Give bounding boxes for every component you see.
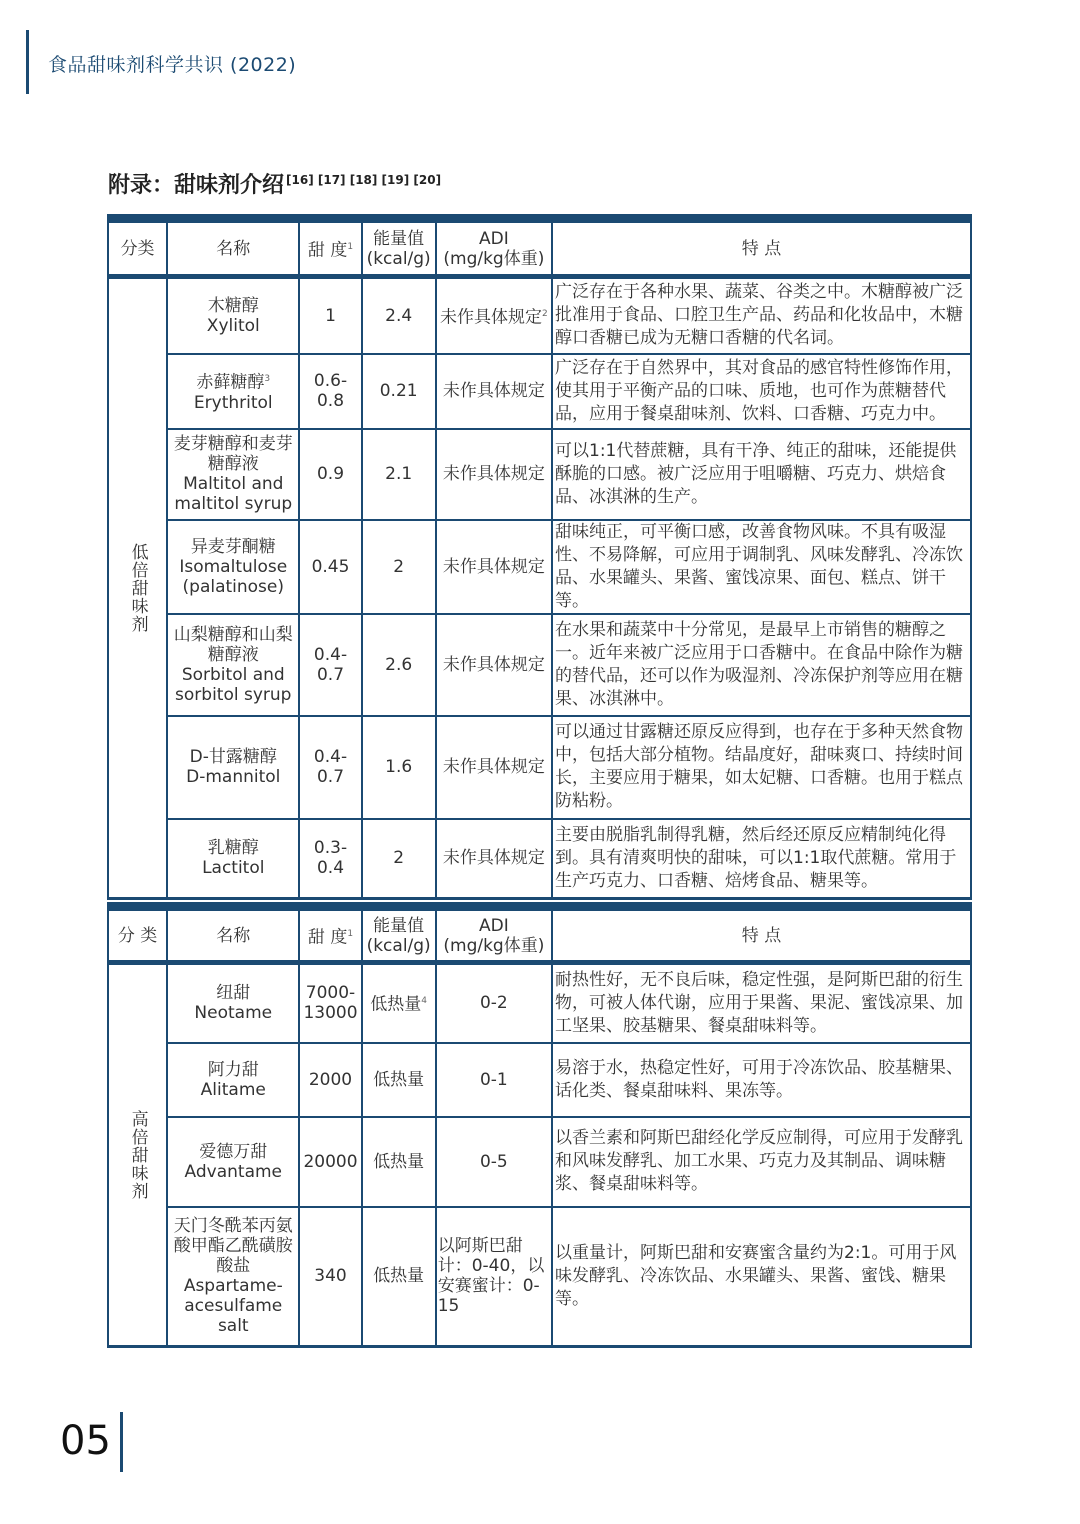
sweetness-cell: 0.9: [299, 429, 361, 520]
adi-cell: 未作具体规定: [436, 716, 552, 819]
category-cell: 高倍甜味剂: [108, 963, 167, 1347]
table-header-row: [108, 219, 971, 277]
table-row: [108, 1117, 971, 1207]
table-row: [108, 429, 971, 520]
name-cell: 天门冬酰苯丙氨酸甲酯乙酰磺胺酸盐 Aspartame-acesulfame salt: [167, 1207, 299, 1347]
features-cell: 主要由脱脂乳制得乳糖，然后经还原反应精制纯化得到。具有清爽明快的甜味，可以1:1取代蔗糖。常用于生产巧克力、口香糖、焙烤食品、糖果等。: [552, 819, 971, 899]
document-header-title: 食品甜味剂科学共识 (2022): [48, 54, 297, 76]
features-cell: 在水果和蔬菜中十分常见，是最早上市销售的糖醇之一。近年来被广泛应用于口香糖中。在食品中除作为糖的替代品，还可以作为吸湿剂、冷冻保护剂等应用在糖果、冰淇淋中。: [552, 614, 971, 716]
col-energy: 能量值 (kcal/g): [362, 219, 436, 277]
section-title-text: 附录：甜味剂介绍: [108, 173, 285, 198]
features-cell: 以香兰素和阿斯巴甜经化学反应制得，可应用于发酵乳和风味发酵乳、加工水果、巧克力及其制品、调味糖浆、餐桌甜味料等。: [552, 1117, 971, 1207]
sweetness-cell: 1: [299, 277, 361, 354]
name-cell: 木糖醇 Xylitol: [167, 277, 299, 354]
name-cell: 纽甜 Neotame: [167, 963, 299, 1043]
features-cell: 甜味纯正，可平衡口感，改善食物风味。不具有吸湿性、不易降解，可应用于调制乳、风味发酵乳、冷冻饮品、水果罐头、果酱、蜜饯凉果、面包、糕点、饼干等。: [552, 520, 971, 614]
adi-cell: 0-1: [436, 1043, 552, 1117]
high-sweetener-table: [107, 902, 972, 1348]
features-cell: 广泛存在于自然界中，其对食品的感官特性修饰作用，使其用于平衡产品的口味、质地，也可作为蔗糖替代品，应用于餐桌甜味剂、饮料、口香糖、巧克力中。: [552, 354, 971, 429]
features-cell: 易溶于水，热稳定性好，可用于冷冻饮品、胶基糖果、话化类、餐桌甜味料、果冻等。: [552, 1043, 971, 1117]
col-energy: 能量值 (kcal/g): [362, 907, 436, 963]
page-number: 05: [60, 1418, 111, 1464]
table-row: [108, 520, 971, 614]
features-cell: 耐热性好，无不良后味，稳定性强，是阿斯巴甜的衍生物，可被人体代谢，应用于果酱、果泥、蜜饯凉果、加工坚果、胶基糖果、餐桌甜味料等。: [552, 963, 971, 1043]
energy-cell: 2.6: [362, 614, 436, 716]
features-cell: 可以1:1代替蔗糖，具有干净、纯正的甜味，还能提供酥脆的口感。被广泛应用于咀嚼糖、巧克力、烘焙食品、冰淇淋的生产。: [552, 429, 971, 520]
adi-cell: 未作具体规定: [436, 429, 552, 520]
name-cell: 爱德万甜 Advantame: [167, 1117, 299, 1207]
energy-cell: 1.6: [362, 716, 436, 819]
sweetness-cell: 7000-13000: [299, 963, 361, 1043]
section-title: [108, 168, 441, 199]
adi-cell: 未作具体规定: [436, 520, 552, 614]
energy-cell: 低热量$^4$: [362, 963, 436, 1043]
col-name: 名称: [167, 219, 299, 277]
col-adi: ADI (mg/kg体重): [436, 907, 552, 963]
adi-cell: 未作具体规定: [436, 614, 552, 716]
energy-cell: 2.4: [362, 277, 436, 354]
table-header-row: [108, 907, 971, 963]
sweetness-cell: 340: [299, 1207, 361, 1347]
category-cell: 低倍甜味剂: [108, 277, 167, 899]
table-row: [108, 1207, 971, 1347]
table-row: [108, 277, 971, 354]
sweetness-cell: 20000: [299, 1117, 361, 1207]
energy-cell: 2: [362, 819, 436, 899]
energy-cell: 低热量: [362, 1207, 436, 1347]
col-features: 特 点: [552, 219, 971, 277]
col-name: 名称: [167, 907, 299, 963]
features-cell: 广泛存在于各种水果、蔬菜、谷类之中。木糖醇被广泛批准用于食品、口腔卫生产品、药品和化妆品中，木糖醇口香糖已成为无糖口香糖的代名词。: [552, 277, 971, 354]
energy-cell: 低热量: [362, 1117, 436, 1207]
low-sweetener-table: [107, 214, 972, 900]
footer-accent-bar: [120, 1412, 123, 1472]
sweetness-cell: 0.4-0.7: [299, 716, 361, 819]
col-category: 分类: [108, 219, 167, 277]
energy-cell: 2: [362, 520, 436, 614]
features-cell: 可以通过甘露糖还原反应得到，也存在于多种天然食物中，包括大部分植物。结晶度好，甜味爽口、持续时间长，主要应用于糖果，如太妃糖、口香糖。也用于糕点防粘粉。: [552, 716, 971, 819]
table-row: [108, 354, 971, 429]
adi-cell: 0-2: [436, 963, 552, 1043]
col-features: 特 点: [552, 907, 971, 963]
col-sweetness: 甜 度$^1$: [299, 219, 361, 277]
name-cell: 山梨糖醇和山梨糖醇液 Sorbitol and sorbitol syrup: [167, 614, 299, 716]
table-row: [108, 819, 971, 899]
adi-cell: 未作具体规定$^2$: [436, 277, 552, 354]
sweetness-cell: 0.4-0.7: [299, 614, 361, 716]
col-sweetness: 甜 度$^1$: [299, 907, 361, 963]
table-row: [108, 1043, 971, 1117]
table-row: [108, 963, 971, 1043]
header-accent-bar: [26, 30, 29, 94]
features-cell: 以重量计，阿斯巴甜和安赛蜜含量约为2:1。可用于风味发酵乳、冷冻饮品、水果罐头、果酱、蜜饯、糖果等。: [552, 1207, 971, 1347]
name-cell: 异麦芽酮糖 Isomaltulose (palatinose): [167, 520, 299, 614]
name-cell: 阿力甜 Alitame: [167, 1043, 299, 1117]
adi-cell: 未作具体规定: [436, 819, 552, 899]
energy-cell: 0.21: [362, 354, 436, 429]
adi-cell: 以阿斯巴甜计：0-40，以安赛蜜计：0-15: [436, 1207, 552, 1347]
section-references: [16] [17] [18] [19] [20]: [286, 172, 442, 187]
sweetness-cell: 2000: [299, 1043, 361, 1117]
col-category: 分 类: [108, 907, 167, 963]
name-cell: 乳糖醇 Lactitol: [167, 819, 299, 899]
col-adi: ADI (mg/kg体重): [436, 219, 552, 277]
sweetness-cell: 0.6-0.8: [299, 354, 361, 429]
sweetness-cell: 0.3-0.4: [299, 819, 361, 899]
name-cell: 麦芽糖醇和麦芽糖醇液 Maltitol and maltitol syrup: [167, 429, 299, 520]
table-row: [108, 716, 971, 819]
table-row: [108, 614, 971, 716]
name-cell: D-甘露糖醇 D-mannitol: [167, 716, 299, 819]
energy-cell: 2.1: [362, 429, 436, 520]
sweetness-cell: 0.45: [299, 520, 361, 614]
energy-cell: 低热量: [362, 1043, 436, 1117]
adi-cell: 0-5: [436, 1117, 552, 1207]
adi-cell: 未作具体规定: [436, 354, 552, 429]
name-cell: 赤藓糖醇$^3$ Erythritol: [167, 354, 299, 429]
